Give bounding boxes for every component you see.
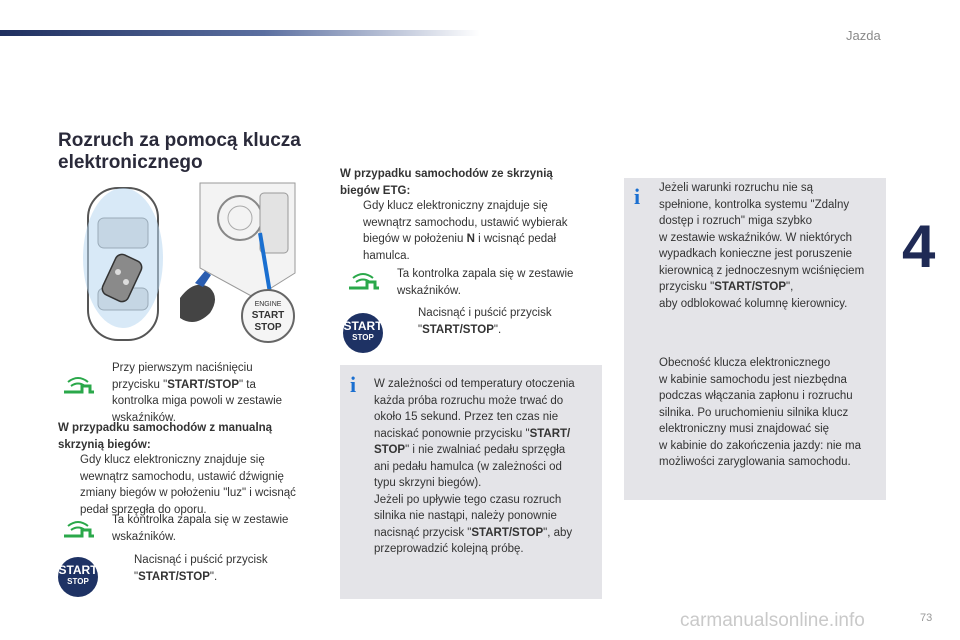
info-key-presence-text: Obecność klucza elektronicznego w kabinie samochodu jest niezbędna podczas włączania zapłonu i rozruchu silnika. Po uruchomieniu silnika klucz elektroniczny musi znajdować się w kabinie do zakończenia jazdy: nie ma możliwości zaryglowania samochodu. [659,357,862,468]
manual-bullet-text: Gdy klucz elektroniczny znajduje się wewnątrz samochodu, ustawić dźwignię zmiany biegów w położeniu "luz" i wcisnąć pedał sprzęgła do oporu. [80,454,296,516]
dashboard-icon [200,183,295,298]
start-stop-badge: START STOP [343,313,383,353]
svg-text:STOP: STOP [254,322,282,333]
manual-press-text: Nacisnąć i puścić przycisk "START/STOP". [134,554,268,583]
chapter-number: 4 [902,213,936,280]
key-lamp-icon [58,372,98,402]
page-number: 73 [920,612,933,624]
info-conditions-text: Jeżeli warunki rozruchu nie są spełnione, kontrolka systemu "Zdalny dostęp i rozruch" miga szybko w zestawie wskaźników. W niektórych wypadkach konieczne jest poruszenie kierownicą z jednoczesnym wciśnięciem przycisku "START/STOP", aby odblokować kolumnę kierownicy. [659,182,865,310]
manual-heading: W przypadku samochodów z manualną skrzynią biegów: [58,422,273,451]
info-temperature-text: W zależności od temperatury otoczenia każda próba rozruchu może trwać do około 15 sekund. Przez ten czas nie naciskać ponownie przycisku "START/ STOP" i nie zwalniać pedału sprzęgła ani pedału hamulca (w zależności od typu skrzyni biegów). Jeżeli po upływie tego czasu rozruch silnika nie nastąpi, należy ponownie nacisnąć przycisk "START/STOP", aby przeprowadzić kolejną próbę. [374,378,575,555]
page-title: Rozruch za pomocą klucza elektronicznego [58,130,301,173]
manual-lamp-text: Ta kontrolka zapala się w zestawie wskaźników. [112,514,289,543]
key-lamp-icon [343,268,383,298]
svg-text:START: START [251,310,285,321]
svg-text:ENGINE: ENGINE [254,301,282,308]
etg-lamp-text: Ta kontrolka zapala się w zestawie wskaźników. [397,268,574,297]
key-lamp-icon [58,516,98,546]
first-press-text: Przy pierwszym naciśnięciu przycisku "START/STOP" ta kontrolka miga powoli w zestawie wskaźników. [112,362,283,424]
hand-icon [180,271,215,322]
start-stop-badge: START STOP [58,557,98,597]
footer-watermark: carmanualsonline.info [680,610,865,631]
section-label: Jazda [846,28,881,43]
etg-heading: W przypadku samochodów ze skrzynią biegów ETG: [340,168,553,197]
engine-start-button [242,290,294,342]
car-key-illustration [80,178,300,348]
info-icon: i [634,184,641,209]
header-bar [0,30,480,36]
etg-press-text: Nacisnąć i puścić przycisk "START/STOP". [418,307,552,336]
info-icon: i [350,372,357,397]
etg-bullet-text: Gdy klucz elektroniczny znajduje się wewnątrz samochodu, ustawić wybierak biegów w położeniu N i wcisnąć pedał hamulca. [363,200,568,262]
